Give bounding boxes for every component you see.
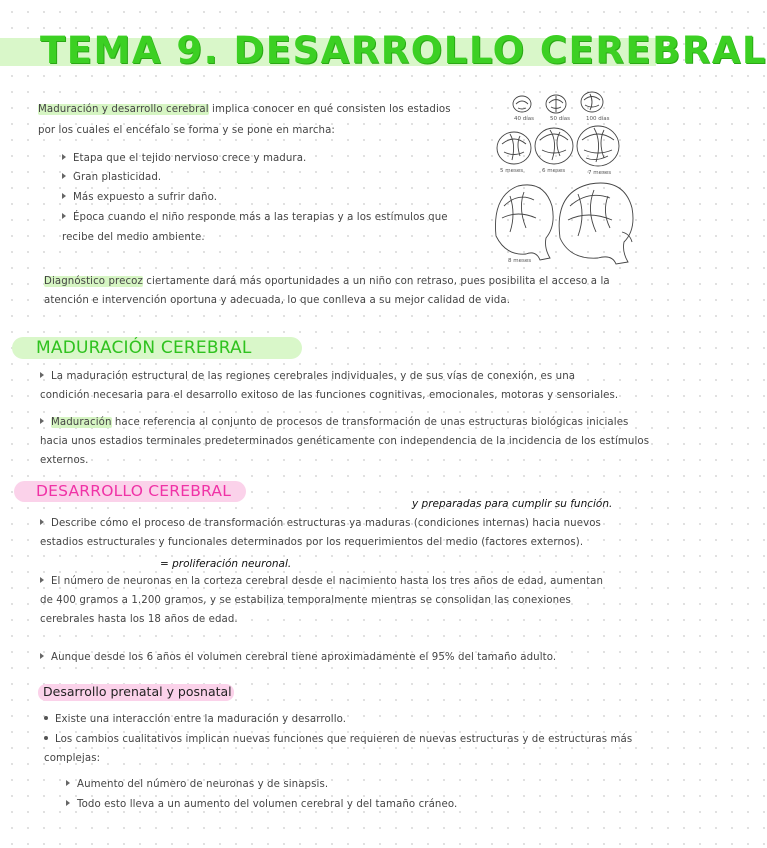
intro-bullet-4 xyxy=(62,208,482,228)
intro-bullet-text: Época cuando el niño responde más a las terapias y a los estímulos que xyxy=(73,212,448,223)
brain-label: 7 meses xyxy=(588,170,612,176)
dot-bullet-icon xyxy=(44,736,48,740)
triangle-bullet-icon xyxy=(66,780,70,786)
prenatal-bullet-2-line-2: complejas: xyxy=(44,753,101,764)
maduracion-p2-line-1 xyxy=(40,413,650,433)
triangle-bullet-icon xyxy=(62,154,66,160)
intro-bullet-text: Etapa que el tejido nervioso crece y madura. xyxy=(73,153,307,164)
prenatal-bullet-2-line-1 xyxy=(44,730,654,750)
brain-label: 100 días xyxy=(586,116,610,122)
prenatal-sub-bullet-1 xyxy=(66,775,328,795)
desarrollo-p3-text: Aunque desde los 6 años el volumen cerebral tiene aproximadamente el 95% del tamaño adulto. xyxy=(51,652,557,663)
desarrollo-heading: DESARROLLO CEREBRAL xyxy=(36,482,232,500)
intro-bullet-text: Más expuesto a sufrir daño. xyxy=(73,192,218,203)
desarrollo-p1-line-2: estadios estructurales y funcionales determinados por los requerimientos del medio (factores externos). xyxy=(40,537,584,548)
prenatal-bullet-text: Existe una interacción entre la maduración y desarrollo. xyxy=(55,714,347,725)
maduracion-lead-highlight: Maduración xyxy=(51,417,112,428)
desarrollo-p2-text: El número de neuronas en la corteza cerebral desde el nacimiento hasta los tres años de edad, aumentan xyxy=(51,576,604,587)
brain-label: 40 días xyxy=(514,116,535,122)
maduracion-p2-text: hace referencia al conjunto de procesos de transformación de unas estructuras biológicas iniciales xyxy=(111,417,629,428)
desarrollo-p1-line-1 xyxy=(40,514,601,534)
intro-bullet-1 xyxy=(62,149,306,169)
triangle-bullet-icon xyxy=(66,800,70,806)
maduracion-p1-line-1 xyxy=(40,367,575,387)
desarrollo-p2-line-2: de 400 gramos a 1.200 gramos, y se estabiliza temporalmente mientras se consolidan las conexiones xyxy=(40,595,571,606)
triangle-bullet-icon xyxy=(40,418,44,424)
diagnostico-line-1 xyxy=(44,272,644,292)
maduracion-p2-line-2: hacia unos estadios terminales predeterminados genéticamente con independencia de la incidencia de los estímulos xyxy=(40,436,650,447)
page-title: TEMA 9. DESARROLLO CEREBRAL xyxy=(40,29,767,72)
desarrollo-p2-line-3: cerebrales hasta los 18 años de edad. xyxy=(40,614,238,625)
maduracion-heading: MADURACIÓN CEREBRAL xyxy=(36,338,252,358)
triangle-bullet-icon xyxy=(40,577,44,583)
prenatal-sub-bullet-2 xyxy=(66,795,457,815)
desarrollo-p3 xyxy=(40,648,556,668)
triangle-bullet-icon xyxy=(62,173,66,179)
brain-development-figure xyxy=(490,88,638,266)
handwritten-annotation-2: = proliferación neuronal. xyxy=(160,558,292,570)
maduracion-p2-line-3: externos. xyxy=(40,455,89,466)
prenatal-heading: Desarrollo prenatal y posnatal xyxy=(43,684,232,699)
diagnostico-line-2: atención e intervención oportuna y adecuada, lo que conlleva a su mejor calidad de vida. xyxy=(44,295,511,306)
intro-line-1 xyxy=(38,100,478,120)
diagnostico-highlight: Diagnóstico precoz xyxy=(44,276,143,287)
intro-line-2: por los cuales el encéfalo se forma y se pone en marcha: xyxy=(38,125,335,136)
intro-bullet-text: Gran plasticidad. xyxy=(73,172,162,183)
prenatal-bullet-text: Los cambios cualitativos implican nuevas funciones que requieren de nuevas estructuras y de estructuras más xyxy=(55,734,633,745)
brain-illustration xyxy=(490,88,638,266)
handwritten-annotation-1: y preparadas para cumplir su función. xyxy=(412,498,613,510)
intro-lead-highlight: Maduración y desarrollo cerebral xyxy=(38,104,209,115)
triangle-bullet-icon xyxy=(40,519,44,525)
prenatal-sub-text: Aumento del número de neuronas y de sinapsis. xyxy=(77,779,329,790)
triangle-bullet-icon xyxy=(40,653,44,659)
dot-bullet-icon xyxy=(44,716,48,720)
triangle-bullet-icon xyxy=(62,193,66,199)
brain-label: 6 meses xyxy=(542,168,566,174)
intro-line-1-text: implica conocer en qué consisten los estadios xyxy=(208,104,451,115)
desarrollo-p2-line-1 xyxy=(40,572,603,592)
maduracion-p1-text: La maduración estructural de las regiones cerebrales individuales, y de sus vías de conexión, es una xyxy=(51,371,576,382)
brain-label: 8 meses xyxy=(508,258,532,264)
intro-bullet-2 xyxy=(62,168,161,188)
desarrollo-p1-text: Describe cómo el proceso de transformación estructuras ya maduras (condiciones internas) hacia nuevos xyxy=(51,518,601,529)
maduracion-p1-line-2: condición necesaria para el desarrollo exitoso de las funciones cognitivas, emocionales, motoras y sensoriales. xyxy=(40,390,619,401)
brain-label: 50 días xyxy=(550,116,571,122)
prenatal-bullet-1 xyxy=(44,710,346,730)
diagnostico-line-1-text: ciertamente dará más oportunidades a un niño con retraso, pues posibilita el acceso a la xyxy=(142,276,610,287)
intro-bullet-3 xyxy=(62,188,217,208)
prenatal-sub-text: Todo esto lleva a un aumento del volumen cerebral y del tamaño cráneo. xyxy=(77,799,458,810)
brain-label: 5 meses xyxy=(500,168,524,174)
triangle-bullet-icon xyxy=(40,372,44,378)
triangle-bullet-icon xyxy=(62,213,66,219)
intro-bullet-4-cont: recibe del medio ambiente. xyxy=(62,232,205,243)
